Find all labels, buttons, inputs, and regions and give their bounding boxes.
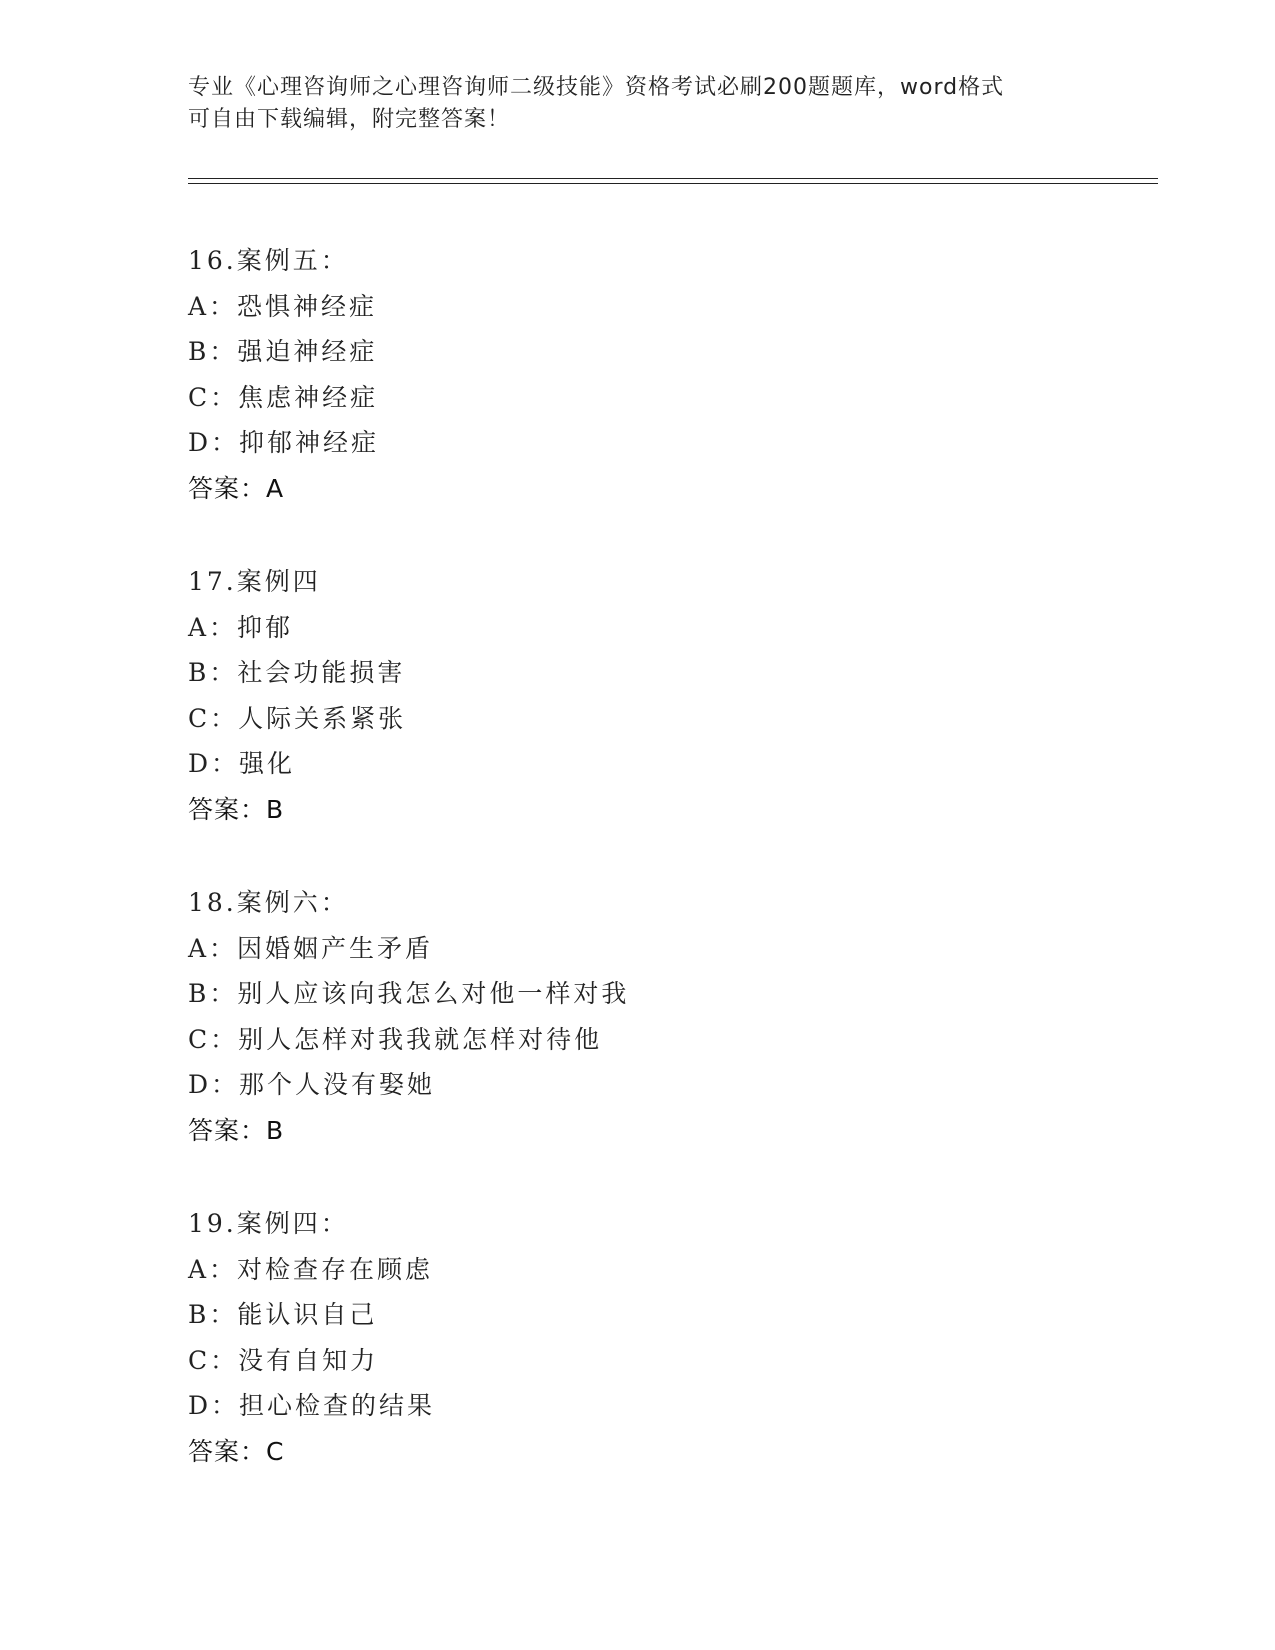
option-b: B：社会功能损害: [188, 658, 406, 687]
question-stem: 19.案例四：: [188, 1209, 349, 1238]
option-c: C：没有自知力: [188, 1345, 379, 1375]
answer-line: 答案：A: [188, 473, 285, 503]
option-d: D：担心检查的结果: [188, 1391, 436, 1420]
option-b: B：能认识自己: [188, 1300, 378, 1329]
option-c: C：焦虑神经症: [188, 382, 379, 412]
question-list: [188, 238, 1088, 1522]
question-18: [188, 880, 1088, 1153]
document-header: [188, 72, 1088, 136]
option-b: B：强迫神经症: [188, 337, 378, 366]
question-17: [188, 559, 1088, 832]
option-c: C：人际关系紧张: [188, 703, 407, 733]
question-stem: 16.案例五：: [188, 246, 349, 275]
answer-line: 答案：C: [188, 1436, 285, 1466]
option-c: C：别人怎样对我我就怎样对待他: [188, 1024, 603, 1054]
option-d: D：那个人没有娶她: [188, 1070, 436, 1099]
answer-line: 答案：B: [188, 1115, 285, 1145]
header-divider-top: [188, 178, 1158, 179]
header-divider-bottom: [188, 183, 1158, 184]
option-a: A：对检查存在顾虑: [188, 1254, 434, 1284]
question-stem: 18.案例六：: [188, 888, 349, 917]
option-a: A：恐惧神经症: [188, 291, 378, 321]
question-stem: 17.案例四: [188, 567, 321, 596]
option-d: D：抑郁神经症: [188, 428, 380, 457]
option-a: A：因婚姻产生矛盾: [188, 933, 434, 963]
option-b: B：别人应该向我怎么对他一样对我: [188, 979, 630, 1008]
header-title-line-2: 可自由下载编辑，附完整答案！: [188, 107, 511, 132]
option-a: A：抑郁: [188, 612, 294, 642]
question-16: [188, 238, 1088, 511]
question-19: [188, 1201, 1088, 1474]
header-title-line-1: 专业《心理咨询师之心理咨询师二级技能》资格考试必刷200题题库，word格式: [188, 75, 1005, 100]
answer-line: 答案：B: [188, 794, 285, 824]
option-d: D：强化: [188, 749, 296, 778]
